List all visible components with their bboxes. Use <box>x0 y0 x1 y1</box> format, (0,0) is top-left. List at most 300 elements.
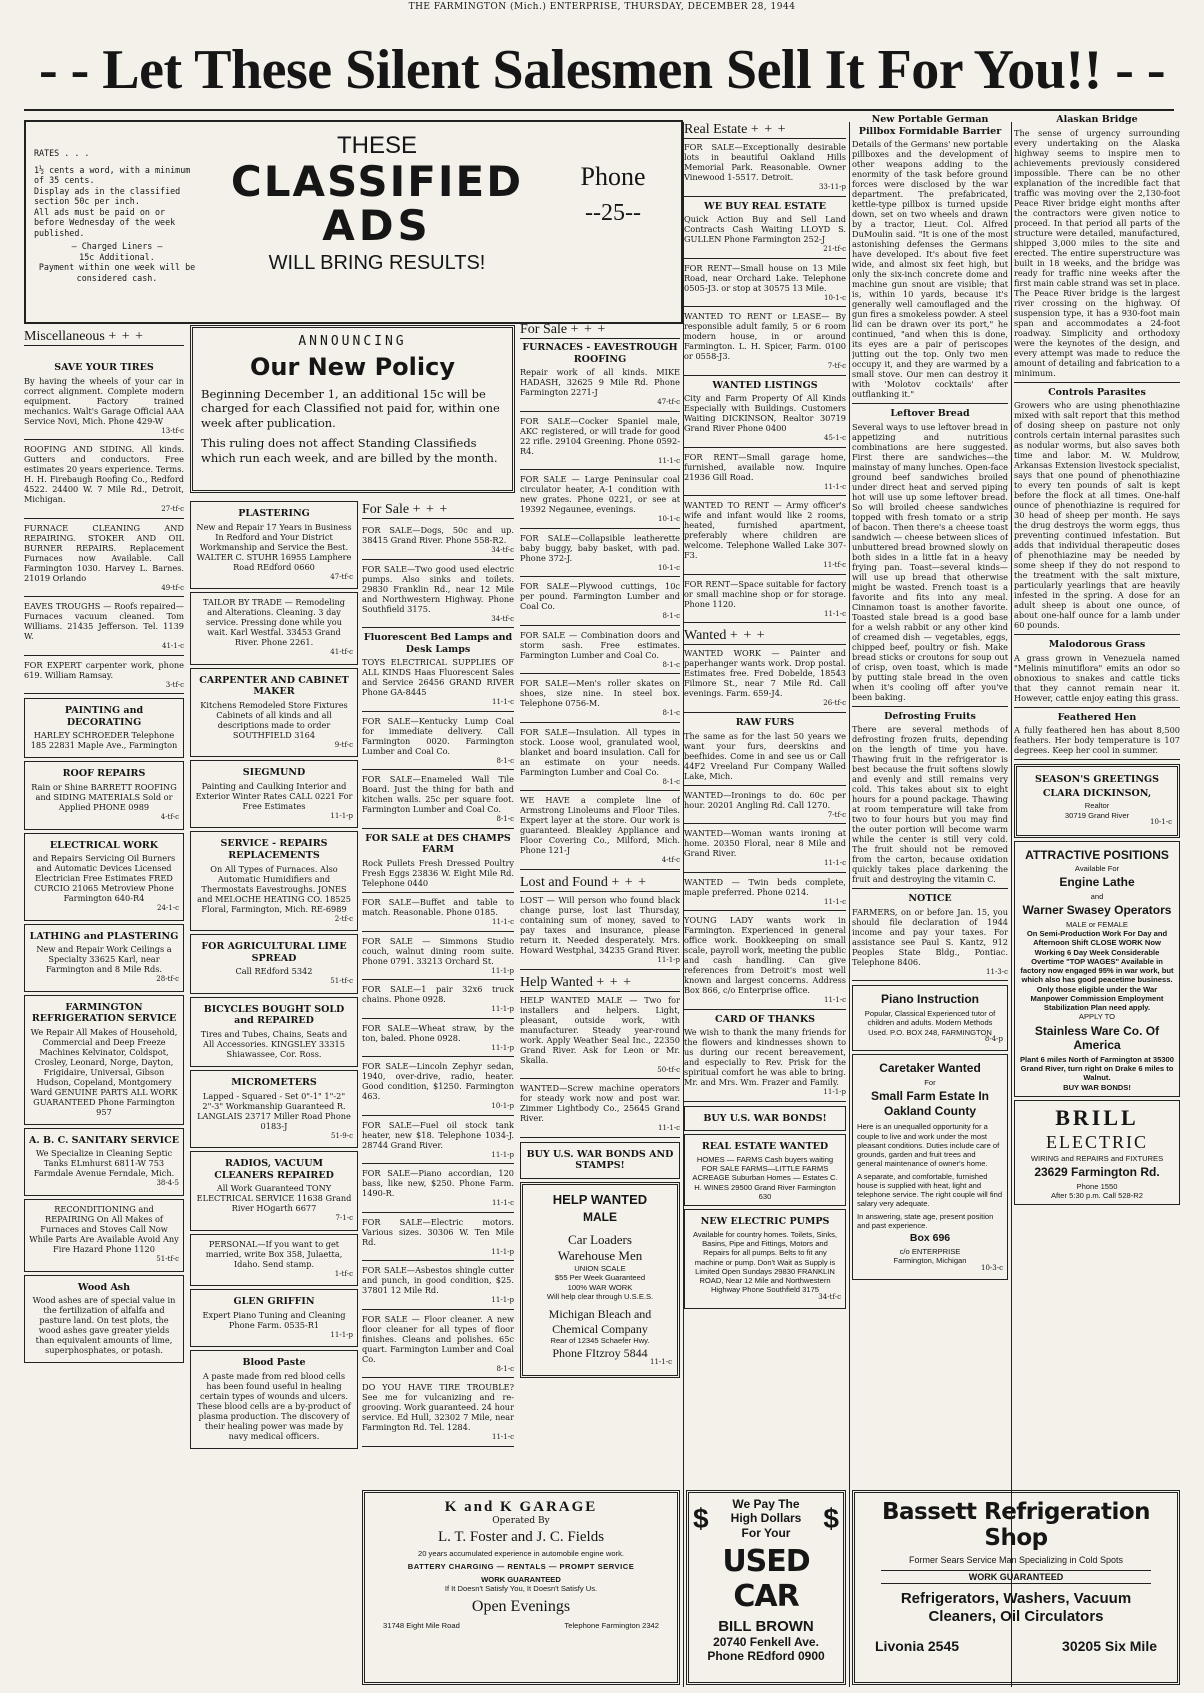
section-title: Help Wanted <box>520 974 593 990</box>
ad-text: FOR SALE—Fuel oil stock tank heater, new $18. Telephone 1034-J. 28744 Grand River. <box>362 1119 514 1150</box>
ad-code: 11-1-p <box>491 1247 514 1256</box>
dollar-icon: $ <box>823 1502 839 1534</box>
ad-code: 11-1-c <box>823 609 846 618</box>
box-line: Warehouse Men <box>557 1248 643 1264</box>
classified-ad <box>684 828 846 868</box>
ad-text: The sense of urgency surrounding every undertaking on the Alaska highway seems to inspire men to achievements previously considered impossible. There can be no other explanation of the incredible fact that traffic was moving over the 2,130-foot Peace River bridge eight months after the contractors were given notice to proceed. In that period all parts of the structure were detailed, manufactured, shipped 3,000 miles to the site and erected. The entire superstructure was built in 18 weeks, and the bridge was ready for traffic nine weeks after the first main cable strand was set in place. The Peace River bridge is the largest river crossing on the highway. Of suspension type, it has a 930-foot main span and accommodates a 24-foot roadway. Simplicity and orthodoxy were the keynotes of the design, and every attempt was made to reduce the amount of detailing and fabrication to a minimum. <box>1014 127 1180 378</box>
divider <box>520 411 680 412</box>
ad-text: City and Farm Property Of All Kinds Especially with Buildings. Customers Waiting DICKINSON, Realtor 30719 Grand River Phone 0400 <box>684 393 846 434</box>
ad-code: 11-1-c <box>823 859 846 868</box>
ad-text: FOR SALE—Men's roller skates on shoes, size nine. In steel box. Telephone 0756-M. <box>520 678 680 709</box>
help-wanted-ad <box>520 1182 680 1378</box>
ad-code: 9-tf-c <box>334 740 353 749</box>
classified-ad <box>684 263 846 303</box>
classified-ad <box>24 601 184 651</box>
ad-text: New and Repair Work Ceilings a Specialty 33625 Karl, near Farmington and 8 Mile Rds. <box>36 944 172 975</box>
ad-code: 10-1-c <box>657 515 680 524</box>
divider <box>362 1163 514 1164</box>
divider <box>362 711 514 712</box>
will-bring-results: WILL BRING RESULTS! <box>268 252 486 275</box>
announce-title: Our New Policy <box>250 353 455 381</box>
ad-code: 11-1-p <box>330 1330 353 1339</box>
divider <box>684 574 846 575</box>
box-line: Warner Swasey Operators <box>1022 903 1172 918</box>
ad-text: Tires and Tubes, Chains, Seats and All Accessories. KINGSLEY 33315 Shiawassee, Cor. Ross. <box>200 1028 348 1059</box>
ad-heading: CARPENTER AND CABINET MAKER <box>199 674 349 698</box>
box-line: 30719 Grand River <box>1064 810 1130 820</box>
classified-ad <box>362 564 514 624</box>
divider <box>24 596 184 597</box>
ad-heading: Controls Parasites <box>1048 386 1146 398</box>
ad-text: ROOFING AND SIDING. All kinds. Gutters and conductors. Free estimates 20 years experience. Terms. H. H. Firebaugh Roofing Co., Redford 4522. 24400 W. 7 Mile Rd., Detroit, Michigan. <box>24 444 184 505</box>
bassett-ad: Bassett Refrigeration Shop Former Sears Service Man Specializing in Cold Spots WORK GUARANTEED Refrigerators, Washers, Vacuum Cleaners, Oil Circulators Livonia 2545 30205 Six Mile <box>852 1490 1180 1685</box>
divider <box>362 931 514 932</box>
classified-ad <box>362 1314 514 1374</box>
ad-heading: RAW FURS <box>735 717 795 729</box>
classified-ad <box>362 774 514 824</box>
ad-code: 11-1-c <box>491 698 514 707</box>
classified-ad <box>1014 114 1180 378</box>
ad-code: 11-1-c <box>491 1433 514 1442</box>
ad-text: HARLEY SCHROEDER Telephone 185 22831 Maple Ave., Farmington <box>30 730 178 751</box>
ad-heading: Blood Paste <box>242 1357 306 1369</box>
ad-text: New and Repair 17 Years in Business In Redford and Your District Workmanship and Service the Best. WALTER C. STUHR 16955 Lamphere Road REdford 0660 <box>196 521 352 572</box>
ad-text: Details of the Germans' new portable pillboxes and the development of other weapons adding to the enormity of the task before ground forces were disclosed by the war department. The prefabricated, kettle-type pillbox is turned upside down, set on two wheels and drawn by a tractor, Lieut. Col. Alfred DuMoulin said. "It is one of the most astonishing defenses the Germans have developed. It's about five feet wide, and almost six feet high, but only the six-inch concrete dome and machine gun snout are visible; that is, within 10 yards, because it's generally well camouflaged and the gun fires a smokeless powder. A steel lid can be drawn over its port," he continued, "and when this is done, its eyes are a pair of periscopes jutting out the top. Only two men occupy it, and they are warmed by a small stove. Our men can destroy it with 'Molotov cocktails' after outflanking it." <box>852 139 1008 400</box>
ad-code: 49-tf-c <box>161 583 184 592</box>
box-line: 34-tf-c <box>818 1292 841 1301</box>
divider <box>24 693 184 694</box>
classified-ad <box>684 648 846 708</box>
classified-ad <box>362 1061 514 1111</box>
ad-text: FOR SALE—Plywood cuttings, 10c per pound. Farmington Lumber and Coal Co. <box>520 581 680 612</box>
ad-text: A paste made from red blood cells has been found useful in healing certain types of wounds and ulcers. These blood cells are a by-product of plasma production. The discovery of their healing power was made by navy medical officers. <box>197 1370 351 1441</box>
ad-text: YOUNG LADY wants work in Farmington. Experienced in general office work. Bookkeeping on small scale, payroll work, meeting the public and cash handling. Can give references from Detroit's most well known and largest concerns. Address Box 866, c/o Enterprise office. <box>684 915 846 996</box>
ad-heading: Alaskan Bridge <box>1056 114 1138 125</box>
classified-ad <box>520 416 680 466</box>
box-line: After 5:30 p.m. Call 528-R2 <box>1050 1190 1143 1200</box>
classified-ad <box>362 984 514 1014</box>
ad-text: FOR RENT—Space suitable for factory or small machine shop or for storage. Phone 1120. <box>684 578 846 609</box>
ad-text: The same as for the last 50 years we want your furs, deerskins and beefhides. Come in and see us or Call 44F2 Vreeland Fur Company Walled Lake, Mich. <box>684 730 846 781</box>
divider <box>684 196 846 197</box>
box-line: In answering, state age, present position and past experience. <box>857 1211 994 1230</box>
classified-ad <box>24 924 184 992</box>
ad-heading: Fluorescent Bed Lamps and Desk Lamps <box>363 632 513 655</box>
ad-heading: LATHING and PLASTERING <box>29 930 179 942</box>
ad-heading: SIEGMUND <box>242 767 306 779</box>
divider <box>362 559 514 560</box>
ad-heading: Defrosting Fruits <box>884 710 976 722</box>
ad-text: On All Types of Furnaces. Also Automatic Humidifiers and Thermostats Eavestroughs. JONES and MELOCHE HEATING CO. 18525 Floral, Farmington, Mich. RE-6989 <box>197 863 351 914</box>
divider <box>684 258 846 259</box>
ad-heading: Malodorous Grass <box>1048 639 1146 651</box>
divider <box>362 1018 514 1019</box>
divider <box>684 1101 846 1102</box>
ad-code: 13-tf-c <box>161 426 184 435</box>
ad-heading: BICYCLES BOUGHT SOLD and REPAIRED <box>203 1003 345 1027</box>
classified-ad <box>520 1083 680 1133</box>
rates-line: — Charged Liners — <box>71 241 163 251</box>
box-line: REAL ESTATE WANTED <box>701 1141 829 1153</box>
classified-ad <box>1014 712 1180 756</box>
used-car-headline: USED CAR <box>722 1544 810 1615</box>
divider <box>684 622 846 623</box>
classified-ad <box>362 833 514 888</box>
box-line: and <box>1090 892 1104 901</box>
divider <box>362 1260 514 1261</box>
ad-code: 8-1-c <box>662 709 680 718</box>
classified-ad <box>520 995 680 1075</box>
box-line: Realtor <box>1084 801 1110 811</box>
divider <box>684 910 846 911</box>
classified-ad <box>24 660 184 690</box>
ad-text: WANTED TO RENT or LEASE— By responsible adult family, 5 or 6 room modern house, in or around Farmington. L. H. Spicer, Farm. 0100 or 0558-J3. <box>684 311 846 362</box>
box-line: Phone FItzroy 5844 <box>552 1345 648 1360</box>
phone-label: Phone <box>580 162 646 191</box>
classified-ad <box>520 342 680 407</box>
ad-text: FOR RENT—Small garage home, furnished, available now. Inquire 21936 Gill Road. <box>684 451 846 482</box>
rates-line: Payment within one week will be considered cash. <box>38 262 196 283</box>
classified-ad <box>684 877 846 907</box>
box-line: Popular, Classical Experienced tutor of children and adults. Modern Methods Used. P.O. BOX 248, FARMINGTON <box>864 1009 996 1037</box>
divider <box>520 1078 680 1079</box>
box-line: ATTRACTIVE POSITIONS <box>1025 847 1169 862</box>
divider <box>684 306 846 307</box>
ad-text: Lapped - Squared - Set 0"-1" 1"-2" 2"-3" Workmanship Guaranteed R. LANGLAIS 23717 Miller Road Phone 0183-J <box>197 1090 351 1131</box>
ad-heading: SERVICE - REPAIRS REPLACEMENTS <box>220 838 328 862</box>
classified-ad <box>520 630 680 670</box>
box-line: 10-3-c <box>980 1263 1003 1272</box>
ad-code: 47-tf-c <box>657 398 680 407</box>
ad-text: WANTED WORK — Painter and paperhanger wants work. Drop postal. Estimates free. Fred Dobelde, 18543 Filmore St., near 7 Mile Rd. Call evenings. Farm. 659-J4. <box>684 648 846 699</box>
ad-text: FOR SALE—Electric motors. Various sizes. 30306 W. Ten Mile Rd. <box>362 1216 514 1247</box>
column-rule <box>849 122 850 1687</box>
ad-code: 11-1-c <box>657 1124 680 1133</box>
divider <box>520 790 680 791</box>
announce-label: ANNOUNCING <box>298 334 407 349</box>
ad-code: 24-1-c <box>156 904 179 913</box>
real-estate-wanted-ad <box>684 1134 846 1206</box>
ad-code: 34-tf-c <box>491 614 514 623</box>
section-head <box>520 974 680 992</box>
divider <box>684 712 846 713</box>
ad-text: FOR SALE—Asbestos shingle cutter and punch, in good condition, $25. 37801 12 Mile Rd. <box>362 1265 514 1296</box>
classified-ad <box>190 1289 358 1347</box>
ad-text: Expert Piano Tuning and Cleaning Phone Farm. 0535-R1 <box>202 1309 346 1330</box>
ad-code: 8-1-c <box>662 612 680 621</box>
ad-code: 10-1-c <box>823 293 846 302</box>
divider <box>520 625 680 626</box>
ad-code: 7-tf-c <box>827 362 846 371</box>
ad-text: PERSONAL—If you want to get married, write Box 358, Julaetta, Idaho. Send stamp. <box>205 1238 343 1269</box>
classified-ad <box>362 632 514 707</box>
divider <box>1014 759 1180 760</box>
ad-code: 11-tf-c <box>823 561 846 570</box>
ad-heading: New Portable German Pillbox Formidable Barrier <box>858 114 1002 137</box>
ad-heading: ELECTRICAL WORK <box>49 839 159 851</box>
ad-code: 11-1-c <box>491 1199 514 1208</box>
divider <box>520 576 680 577</box>
box-line: On Semi-Production Work For Day and Afternoon Shift CLOSE WORK Now Working 6 Day Week Considerable Overtime "TOP WAGES" Available in factory now engaged 95% in war work, but which also has good peacetime business. Only those eligible under the War Manpower Commission Employment Stabilization Plan need apply. <box>1020 929 1174 1013</box>
divider <box>520 528 680 529</box>
ad-heading: CARD OF THANKS <box>715 1013 815 1025</box>
ad-text: Repair work of all kinds. MIKE HADASH, 32625 9 Mile Rd. Phone Farmington 2271-J <box>520 367 680 398</box>
classified-ad <box>520 678 680 718</box>
classified-ad <box>684 1014 846 1097</box>
classified-ad <box>24 1199 184 1272</box>
classified-ad <box>852 711 1008 885</box>
ad-text: FOR SALE—Enameled Wall Tile Board. Just the thing for bath and kitchen walls. 25c per square foot. Farmington Lumber and Coal Co. <box>362 774 514 815</box>
divider <box>852 888 1008 889</box>
ad-code: 11-1-p <box>657 956 680 965</box>
section-stars: + + + <box>611 874 648 890</box>
classified-ad <box>362 1265 514 1305</box>
ad-code: 11-1-p <box>491 966 514 975</box>
ad-code: 3-tf-c <box>165 680 184 689</box>
ad-heading: FURNACES - EAVESTROUGH ROOFING <box>522 342 678 365</box>
ad-code: 47-tf-c <box>330 572 353 581</box>
ad-text: FOR RENT—Small house on 13 Mile Road, near Orchard Lake. Telephone 0505-J3. or stop at 30575 13 Mile. <box>684 262 846 293</box>
section-title: Lost and Found <box>520 874 608 890</box>
divider <box>1014 382 1180 383</box>
rates-block <box>34 148 200 283</box>
page-banner: - - Let These Silent Salesmen Sell It For You!! - - <box>38 39 1166 101</box>
box-line: BUY WAR BONDS! <box>1063 1082 1131 1092</box>
ad-code: 8-1-c <box>496 815 514 824</box>
classified-ad <box>190 1350 358 1449</box>
classified-ad <box>852 114 1008 399</box>
classified-ad <box>362 1023 514 1053</box>
ad-heading: Feathered Hen <box>1057 711 1137 723</box>
divider <box>684 823 846 824</box>
column-rule <box>1011 122 1012 1687</box>
ad-code: 11-1-p <box>491 1043 514 1052</box>
box-line: Stainless Ware Co. Of America <box>1034 1023 1160 1053</box>
ad-code: 26-tf-c <box>823 699 846 708</box>
ad-code: 11-1-c <box>823 482 846 491</box>
kandk-title: K and K GARAGE <box>444 1499 598 1515</box>
ad-heading: PAINTING and DECORATING <box>64 705 144 728</box>
classified-ad <box>684 380 846 443</box>
ad-code: 11-1-p <box>491 1296 514 1305</box>
realestate-section-head: Real Estate + + + <box>684 118 846 142</box>
ad-code: 11-3-c <box>985 967 1008 976</box>
divider <box>24 518 184 519</box>
classified-ad <box>852 893 1008 976</box>
ad-heading: NOTICE <box>908 893 952 905</box>
ad-text: FOR SALE—Lincoln Zephyr sedan, 1940, over-drive, radio, heater. Good condition, $1250. Farmington 463. <box>362 1061 514 1102</box>
ad-code: 8-1-c <box>496 756 514 765</box>
classified-ad <box>24 761 184 829</box>
divider <box>362 627 514 628</box>
column-forsale-b <box>520 340 680 1487</box>
ad-text: EAVES TROUGHS — Roofs repaired—Furnaces vacuum cleaned. Tom Williams. 21435 Jefferson. Tel. 1139 W. <box>24 601 184 642</box>
ad-text: FOR SALE—Collapsible leatherette baby buggy, baby basket, with pad. Phone 372-J. <box>520 532 680 563</box>
divider <box>362 1377 514 1378</box>
bassett-title: Bassett Refrigeration Shop <box>881 1499 1151 1551</box>
box-line: Available for country homes. Toilets, Sinks, Basins, Pipe and Fittings, Motors and Repairs for all pumps. Belts to fit any machine or pump. Don't Wait as Supply is Limited Open Sundays 29830 FRANKLIN ROAD, Near 12 Mile and Northwestern Highway Phone Southfield 3175 <box>692 1229 838 1295</box>
box-line: Plant 6 miles North of Farmington at 35300 Grand River, turn right on Drake 6 miles to Walnut. <box>1019 1054 1175 1083</box>
divider <box>520 673 680 674</box>
ad-text: A grass grown in Venezuela named "Melinis minutiflora" emits an odor so obnoxious to snakes and cattle ticks that they cannot remain near it. However, cattle enjoy eating this grass. <box>1014 652 1180 703</box>
ad-text: DO YOU HAVE TIRE TROUBLE? See me for vulcanizing and re-grooving. Work guaranteed. 24 hour service. Ed Hull, 32302 7 Mile, near Farmington Rd. Tel. 1284. <box>362 1382 514 1433</box>
ad-text: FOR SALE—Piano accordian, 120 bass, like new, $250. Phone Farm. 1490-R. <box>362 1168 514 1199</box>
ad-code: 11-1-p <box>823 1088 846 1097</box>
box-line: Small Farm Estate In Oakland County <box>870 1089 990 1118</box>
ad-text: There are several methods of defrosting frozen fruits, depending on the length of time you have. Thawing fruit in the refrigerator is best because the fruit softens slowly and evenly and still remains very cold. This takes about six to eight hours for a pound package. Thawing at room temperature will take from two to four hours but you may find the outer portion will become warm while the center is still very cold. The fruit should not be removed from the carton, because oxidation quickly takes place darkening the fruit and destroying the vitamin C. <box>852 724 1008 885</box>
ad-heading: SAVE YOUR TIRES <box>54 362 154 373</box>
section-head <box>684 627 846 645</box>
ad-heading: Leftover Bread <box>890 408 970 420</box>
ad-code: 45-1-c <box>823 434 846 443</box>
box-line: SEASON'S GREETINGS <box>1034 774 1160 786</box>
ad-text: WANTED TO RENT — Army officer's wife and infant would like 2 rooms, heated, furnished apartment, preferably where children are welcome. Telephone Walled Lake 307-F3. <box>684 500 846 561</box>
classified-header-box <box>24 120 683 324</box>
phone-number: --25-- <box>585 200 641 226</box>
box-line: Available For <box>1074 864 1120 874</box>
box-line: Caretaker Wanted <box>879 1061 981 1076</box>
ad-text: All Work Guaranteed TONY ELECTRICAL SERVICE 11638 Grand River HOgarth 6677 <box>196 1183 352 1214</box>
ad-heading: ROOF REPAIRS <box>62 768 146 780</box>
section-title: Wanted <box>684 628 727 644</box>
divider <box>362 892 514 893</box>
ad-code: 8-1-c <box>662 660 680 669</box>
box-line: BRILL <box>1055 1104 1139 1130</box>
divider <box>362 979 514 980</box>
rates-line: 1½ cents a word, with a minimum of 35 cents. <box>34 164 191 185</box>
ad-heading: GLEN GRIFFIN <box>233 1296 315 1308</box>
section-head <box>520 874 680 892</box>
box-line: Piano Instruction <box>880 992 979 1007</box>
box-line: For <box>924 1077 936 1087</box>
classified-ad <box>190 934 358 994</box>
ad-text: FOR SALE—1 pair 32x6 truck chains. Phone 0928. <box>362 984 514 1005</box>
war-bonds-box <box>684 1106 846 1132</box>
ad-text: Several ways to use leftover bread in appetizing and nutritious combinations are here suggested. First there are sandwiches—the mainstay of many lunches. Open-face ground beef sandwiches broiled under direct heat and served piping hot will use up some leftover bread. So will broiled cheese sandwiches topped with fresh tomato or a strip of bacon. Then there's a cheese toast sandwich — cheese between slices of unbuttered bread browned slowly on both sides in a little fat in a heavy frying pan. Toast—several kinds—will use up bread that otherwise might be wasted. French toast is a favorite and fits into any meal. Cinnamon toast is another favorite. Toasted stale bread is a good base for a welsh rabbit or any other kind of creamed dish — vegetables, eggs, chipped beef, poultry or fish. Make bread sticks or croutons for soup out of crisp, oven toast, which is made by putting stale bread in the oven when it's cooling off after you've been baking. <box>852 421 1008 702</box>
ad-code: 38-4-5 <box>156 1179 179 1188</box>
piano-instruction-ad <box>852 985 1008 1051</box>
classified-ad <box>520 795 680 865</box>
ad-code: 11-1-c <box>657 456 680 465</box>
ad-text: FOR SALE—Dogs, 50c and up. 38415 Grand River. Phone 558-R2. <box>362 525 514 545</box>
caretaker-wanted-ad <box>852 1054 1008 1280</box>
classified-word: CLASSIFIED <box>230 157 524 206</box>
divider <box>852 980 1008 981</box>
forsale2-section-head: For Sale + + + <box>362 498 514 522</box>
divider <box>520 969 680 970</box>
classified-ad <box>190 831 358 931</box>
announce-box <box>190 325 515 493</box>
section-stars: + + + <box>729 628 766 644</box>
box-line: UNION SCALE <box>574 1264 626 1274</box>
forsale-section-head: For Sale + + + <box>520 318 680 342</box>
box-line: A separate, and comfortable, furnished house is supplied with heat, light and telephone service. The right couple will find salary very adequate. <box>857 1171 1003 1209</box>
divider <box>362 1115 514 1116</box>
rates-title: RATES . . . <box>34 148 90 158</box>
ad-code: 21-tf-c <box>823 245 846 254</box>
ad-text: Painting and Caulking Interior and Exterior Winter Rates CALL 0221 For Free Estimates <box>195 780 353 811</box>
ad-heading: PLASTERING <box>238 508 310 519</box>
classified-ad <box>24 362 184 435</box>
classified-ad <box>24 698 184 758</box>
classified-ad <box>24 523 184 593</box>
divider <box>1014 634 1180 635</box>
ad-code: 10-1-c <box>657 563 680 572</box>
ad-text: WANTED — Twin beds complete, maple preferred. Phone 0214. <box>684 876 846 897</box>
divider <box>24 655 184 656</box>
classified-ad <box>362 1382 514 1442</box>
ad-text: Quick Action Buy and Sell Land Contracts Cash Waiting LLOYD S. GULLEN Phone Farmington 252-J <box>684 214 846 245</box>
ad-text: TAILOR BY TRADE — Remodeling and Alterations. Cleaning. 3 day service. Pressing done while you wait. Karl Westfal. 33453 Grand River. Phone 2261. <box>203 597 345 648</box>
section-stars: + + + <box>596 974 633 990</box>
divider <box>520 869 680 870</box>
column-services <box>190 498 358 1688</box>
classified-ad <box>684 500 846 570</box>
ad-text: WANTED—Woman wants ironing at home. 20350 Floral, near 8 Mile and Grand River. <box>684 828 846 859</box>
war-bonds-box <box>520 1142 680 1179</box>
rates-line: All ads must be paid on or before Wednesday of the week published. <box>34 206 176 238</box>
box-line: Engine Lathe <box>1059 875 1135 890</box>
ad-code: 11-1-c <box>823 996 846 1005</box>
ad-code: 51-tf-c <box>156 1254 179 1263</box>
ad-text: We wish to thank the many friends for the flowers and kindnesses shown to us during our recent bereavement, and especially to Rev. Prisk for the spiritual comfort he was able to bring. Mr. and Mrs. Wm. Frazer and Family. <box>684 1027 846 1088</box>
ad-code: 27-tf-c <box>161 505 184 514</box>
divider <box>362 828 514 829</box>
divider <box>362 1212 514 1213</box>
box-line: BUY U.S. WAR BONDS AND STAMPS! <box>526 1148 674 1172</box>
used-car-ad: $ We Pay The High Dollars For Your $ USED CAR BILL BROWN 20740 Fenkell Ave. Phone REdford 0900 <box>686 1490 846 1685</box>
ad-heading: WANTED LISTINGS <box>712 379 818 391</box>
ad-code: 11-1-p <box>330 811 353 820</box>
announce-paragraph: Beginning December 1, an additional 15c will be charged for each Classified not paid for, within one week after publication. <box>201 387 500 430</box>
classified-ad <box>684 579 846 619</box>
column-features <box>852 112 1008 1487</box>
divider <box>520 469 680 470</box>
classified-ads-block <box>212 124 542 314</box>
box-line: HELP WANTED <box>552 1191 648 1207</box>
box-line: 23629 Farmington Rd. <box>1034 1164 1160 1179</box>
ad-code: 34-tf-c <box>491 546 514 554</box>
season-greetings-ad <box>1014 764 1180 837</box>
ad-text: WANTED—Ironings to do. 60c per hour. 20201 Angling Rd. Call 1270. <box>684 789 846 810</box>
ad-heading: A. B. C. SANITARY SERVICE <box>29 1134 179 1146</box>
classified-ad <box>852 408 1008 702</box>
ad-heading: MICROMETERS <box>231 1076 317 1088</box>
ad-code: 7-tf-c <box>827 810 846 819</box>
ad-text: We Specialize in Cleaning Septic Tanks ELmhurst 6811-W 753 Farmdale Avenue Ferndale, Mich. <box>33 1148 175 1179</box>
attractive-positions-ad <box>1014 841 1180 1097</box>
classified-these: THESE <box>336 132 417 159</box>
classified-ad <box>684 201 846 254</box>
box-line: Will help clear through U.S.E.S. <box>546 1291 654 1301</box>
ad-text: Rock Pullets Fresh Dressed Poultry Fresh Eggs 23836 W. Eight Mile Rd. Telephone 0440 <box>362 857 514 888</box>
box-line: HOMES — FARMS Cash buyers waiting FOR SALE FARMS—LITTLE FARMS ACREAGE Suburban Homes — Estates C. H. WINES 29500 Grand River Farmington 630 <box>692 1154 838 1201</box>
classified-ad <box>190 592 358 665</box>
ad-text: FOR SALE — Simmons Studio couch, walnut dining room suite. Phone 0791. 33213 Orchard St. <box>362 935 514 966</box>
divider <box>852 403 1008 404</box>
ad-code: 4-tf-c <box>160 812 179 821</box>
column-realestate <box>684 142 846 1487</box>
classified-ad <box>520 474 680 524</box>
classified-ad <box>362 525 514 555</box>
ad-code: 2-tf-c <box>334 914 353 923</box>
ad-code: 28-tf-c <box>156 975 179 984</box>
ad-text: FOR SALE—Two good used electric pumps. Also sinks and toilets. 29830 Franklin Rd., near 12 Mile and Northwestern Highway. Phone Southfield 3175. <box>362 563 514 614</box>
ad-heading: WE BUY REAL ESTATE <box>704 200 826 212</box>
divider <box>520 1137 680 1138</box>
box-line: ELECTRIC <box>1046 1131 1148 1152</box>
ad-text: FOR EXPERT carpenter work, phone 619. William Ramsay. <box>24 659 184 680</box>
